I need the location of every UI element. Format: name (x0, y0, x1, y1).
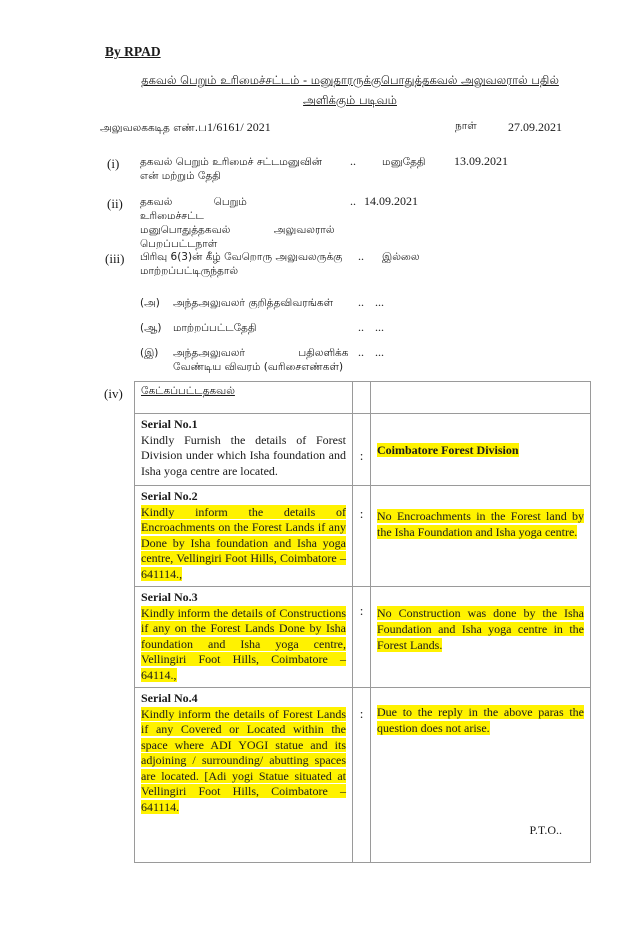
item-separator: .. (350, 194, 356, 208)
delivery-mode: By RPAD (105, 44, 161, 59)
item-label-line: என் மற்றும் தேதி (140, 170, 221, 182)
item-numeral: (i) (107, 156, 120, 171)
sub-item-separator: .. (358, 295, 364, 309)
serial-number: Serial No.1 (141, 417, 198, 431)
colon: : (353, 486, 371, 587)
table-row (135, 587, 591, 688)
table-cell (371, 382, 591, 414)
answer-text: No Encroachments in the Forest land by the Isha Foundation and Isha yoga centre. (377, 509, 584, 539)
question-cell (135, 486, 353, 587)
title-line-1: தகவல் பெறும் உரிமைச்சட்டம் - மனுதாரருக்குபொதுத்தகவல் அலுவலரால் பதில் (141, 73, 559, 87)
answer-cell (371, 587, 591, 688)
sub-item-marker: (அ) (140, 297, 160, 309)
serial-number: Serial No.4 (141, 691, 198, 705)
page-title (100, 70, 600, 110)
item-label-line: பிரிவு 6(3)ன் கீழ் வேறொரு அலுவலருக்கு (140, 251, 343, 263)
date-label: நாள் (455, 120, 477, 132)
answer-cell (371, 414, 591, 486)
table-cell (353, 382, 371, 414)
sub-item-value: ... (375, 320, 384, 334)
pto-note: P.T.O.. (529, 823, 562, 837)
colon: : (353, 688, 371, 863)
item-label-line: மனுபொதுத்தகவல் அலுவலரால் (140, 224, 335, 236)
sub-item-label-line: வேண்டிய விவரம் (வரிசைஎண்கள்) (173, 361, 344, 373)
item-label (140, 250, 350, 278)
reference-value: ப1/6161/ 2021 (198, 120, 271, 134)
colon: : (353, 414, 371, 486)
item-numeral: (ii) (107, 196, 123, 211)
sub-item-label-line: அந்தஅலுவலர் பதிலளிக்க (173, 347, 349, 359)
question-text: Kindly inform the details of Constructions if any on the Forest Lands Done by Isha foundation and Isha yoga centre, Vellingiri Foot Hills, Coimbatore – 64114., (141, 605, 346, 682)
sub-item-marker: (இ) (140, 347, 159, 359)
answer-text: Coimbatore Forest Division (377, 443, 519, 457)
item-value: 13.09.2021 (454, 154, 508, 168)
item-label (140, 195, 340, 251)
question-text: Kindly inform the details of Encroachments on the Forest Lands if any Done by Isha foundation and Isha yoga centre, Vellingiri Foot Hills, Coimbatore – 641114., (141, 504, 346, 581)
answer-text: No Construction was done by the Isha Foundation and Isha yoga centre in the Forest Lands. (377, 606, 584, 652)
item-separator: .. (350, 154, 356, 168)
reference-number (100, 120, 271, 136)
answer-text: Due to the reply in the above paras the question does not arise. (377, 705, 584, 735)
colon: : (353, 587, 371, 688)
sub-item-value: ... (375, 295, 384, 309)
item-label-line: தகவல் பெறும் உரிமைச் சட்டமனுவின் (140, 156, 323, 168)
sub-item-label: மாற்றப்பட்டதேதி (173, 322, 257, 334)
item-numeral: (iv) (104, 386, 123, 401)
table-row (135, 688, 591, 863)
answer-cell (371, 688, 591, 863)
table-row (135, 486, 591, 587)
item-value: 14.09.2021 (364, 194, 418, 208)
sub-item-label (173, 346, 353, 374)
date-value: 27.09.2021 (508, 120, 562, 134)
question-text: Kindly inform the details of Forest Lands if any Covered or Located within the space where ADI YOGI statue and its adjoining / surrounding/ abutting spaces are located. [Adi yogi Statue situated at Vellingiri Foot Hills, Coimbatore – 641114. (141, 706, 346, 814)
reference-label: அலுவலககடித எண். (100, 122, 199, 134)
sub-item-separator: .. (358, 345, 364, 359)
item-label-line: தகவல் பெறும் உரிமைச்சட்ட (140, 196, 247, 222)
item-numeral: (iii) (105, 251, 125, 266)
question-cell (135, 414, 353, 486)
sub-item-label: அந்தஅலுவலர் குறித்தவிவரங்கள் (173, 297, 334, 309)
table-header-row (135, 382, 591, 414)
sub-item-separator: .. (358, 320, 364, 334)
sub-item-value: ... (375, 345, 384, 359)
answer-cell (371, 486, 591, 587)
item-label (140, 155, 340, 183)
serial-number: Serial No.2 (141, 489, 198, 503)
sub-item-marker: (ஆ) (140, 322, 162, 334)
requested-info-table (134, 381, 591, 863)
item-label-line: பெறப்பட்டநாள் (140, 238, 218, 250)
requested-info-header: கேட்கப்பட்டதகவல் (135, 382, 353, 414)
item-separator: .. (358, 249, 364, 263)
item-sub-label: மனுதேதி (382, 156, 426, 168)
item-value: இல்லை (382, 251, 420, 263)
question-cell (135, 688, 353, 863)
item-label-line: மாற்றப்பட்டிருந்தால் (140, 265, 239, 277)
table-row (135, 414, 591, 486)
question-cell (135, 587, 353, 688)
question-text: Kindly Furnish the details of Forest Division under which Isha foundation and Isha yoga centre are located. (141, 432, 346, 478)
title-line-2: அளிக்கும் படிவம் (303, 93, 397, 107)
serial-number: Serial No.3 (141, 590, 198, 604)
